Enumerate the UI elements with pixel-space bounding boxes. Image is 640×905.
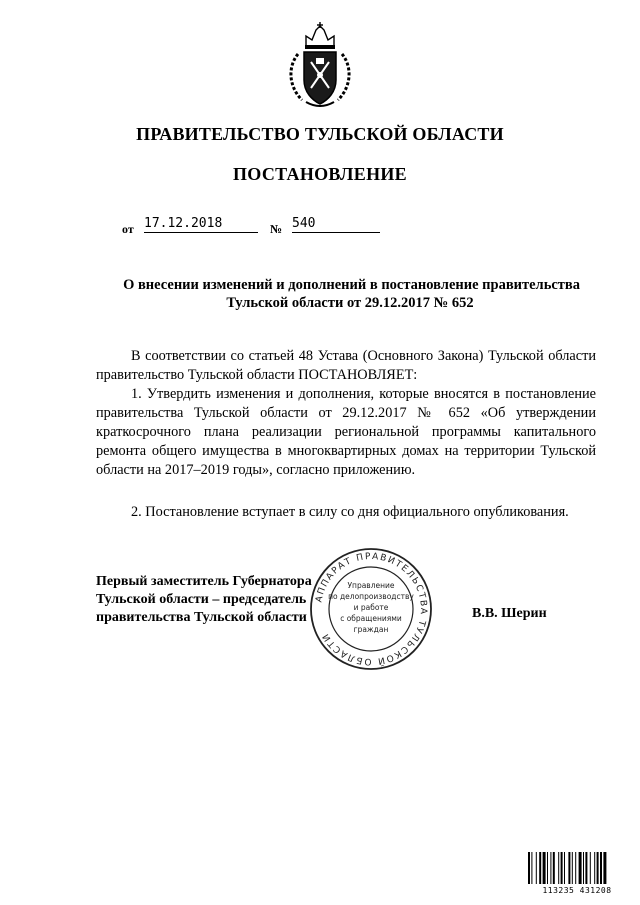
item-2-text: 2. Постановление вступает в силу со дня официального опубликования.	[131, 504, 569, 520]
barcode-bar	[528, 852, 530, 884]
barcode-bar	[547, 852, 548, 884]
item-2-paragraph	[96, 503, 596, 522]
signatory-name: В.В. Шерин	[472, 606, 547, 621]
number-label: №	[270, 222, 283, 236]
item-1-text: 1. Утвердить изменения и дополнения, которые вносятся в постановление правительства Тульской области от 29.12.2017 № 652 «Об утверждении краткосрочного плана реализации региональной программы капитального ремонта общего имущества в многоквартирных домах на территории Тульской области на 2017–2019 годы», согласно приложению.	[96, 386, 596, 478]
stamp-center-line-3: и работе	[353, 603, 389, 612]
barcode	[528, 852, 626, 890]
official-stamp	[308, 546, 434, 672]
subject-line-1: О внесении изменений и дополнений в постановление правительства	[123, 277, 580, 293]
subject-line-2: Тульской области от 29.12.2017 № 652	[226, 295, 474, 311]
barcode-bar	[594, 852, 595, 884]
preamble-paragraph	[96, 347, 596, 385]
barcode-bar	[558, 852, 559, 884]
barcode-bar	[600, 852, 602, 884]
date-label: от	[122, 222, 134, 236]
barcode-bar	[575, 852, 576, 884]
barcode-bar	[572, 852, 573, 884]
barcode-bar	[536, 852, 537, 884]
barcode-bar	[543, 852, 546, 884]
barcode-bar	[597, 852, 599, 884]
barcode-bar	[585, 852, 587, 884]
position-line-2: Тульской области – председатель	[96, 592, 307, 607]
barcode-bar	[561, 852, 563, 884]
organization-title: ПРАВИТЕЛЬСТВО ТУЛЬСКОЙ ОБЛАСТИ	[136, 124, 504, 144]
signatory-position	[96, 573, 312, 627]
barcode-number: 113235 431208	[542, 886, 612, 895]
barcode-bar	[564, 852, 565, 884]
tula-coat-of-arms-icon	[284, 22, 356, 110]
preamble-text: В соответствии со статьей 48 Устава (Основного Закона) Тульской области правительство Тульской области ПОСТАНОВЛЯЕТ:	[96, 348, 596, 383]
position-line-1: Первый заместитель Губернатора	[96, 574, 312, 589]
barcode-bar	[550, 852, 551, 884]
barcode-bar	[531, 852, 532, 884]
stamp-center-line-1: Управление	[347, 581, 395, 590]
barcode-bar	[603, 852, 606, 884]
barcode-bar	[579, 852, 582, 884]
barcode-bar	[583, 852, 584, 884]
stamp-center-line-4: с обращениями	[340, 614, 402, 623]
barcode-bar	[568, 852, 570, 884]
barcode-bar	[590, 852, 591, 884]
stamp-center-line-5: граждан	[353, 625, 389, 634]
document-subject	[80, 276, 580, 312]
barcode-bar	[539, 852, 541, 884]
stamp-center-line-2: по делопроизводству	[328, 592, 414, 601]
document-date: 17.12.2018	[144, 216, 258, 233]
item-1-paragraph	[96, 385, 596, 480]
document-type-heading: ПОСТАНОВЛЕНИЕ	[233, 164, 407, 184]
stamp-ring-text: АППАРАТ ПРАВИТЕЛЬСТВА ТУЛЬСКОЙ ОБЛАСТИ	[314, 551, 429, 667]
barcode-bar	[553, 852, 555, 884]
document-number: 540	[292, 216, 380, 233]
position-line-3: правительства Тульской области	[96, 610, 307, 625]
